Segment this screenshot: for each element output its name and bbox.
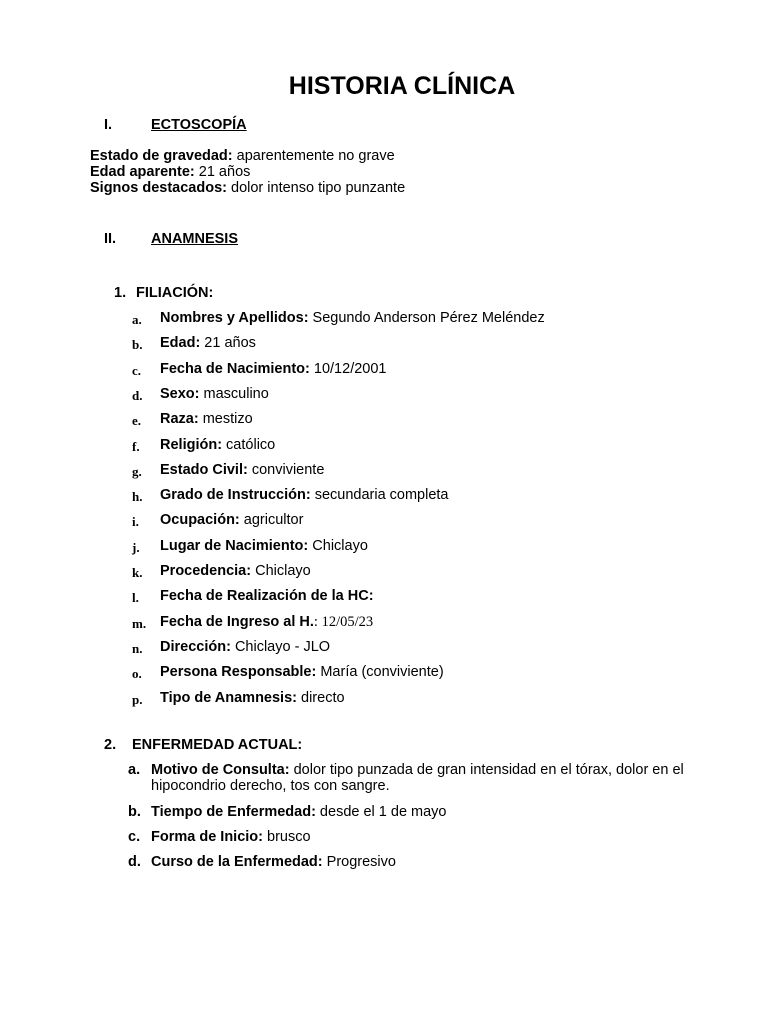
item-text <box>160 462 324 479</box>
item-text <box>151 829 311 846</box>
item-label: Motivo de Consulta: <box>151 762 290 778</box>
item-text <box>160 563 311 580</box>
item-label: Lugar de Nacimiento: <box>160 538 309 554</box>
item-value: María (conviviente) <box>316 664 444 680</box>
item-letter: j. <box>132 540 140 555</box>
item-label: Raza: <box>160 411 199 427</box>
field-value: dolor intenso tipo punzante <box>226 180 406 196</box>
item-letter: g. <box>132 464 142 479</box>
item-letter: b. <box>132 337 143 352</box>
item-letter: l. <box>132 590 139 605</box>
item-value: 10/12/2001 <box>309 361 387 377</box>
item-text <box>151 762 711 794</box>
item-text <box>160 411 253 428</box>
subsection-title-enfermedad: ENFERMEDAD ACTUAL: <box>132 737 303 753</box>
item-label: Nombres y Apellidos: <box>160 310 309 326</box>
item-letter: c. <box>128 829 141 845</box>
item-letter: b. <box>128 804 141 820</box>
item-label: Edad: <box>160 335 201 351</box>
item-value: católico <box>222 437 276 453</box>
item-label: Fecha de Nacimiento: <box>160 361 310 377</box>
item-text <box>160 487 449 504</box>
subsection-number: 1. <box>114 285 127 301</box>
item-letter: p. <box>132 692 143 707</box>
item-label: Forma de Inicio: <box>151 829 263 845</box>
subsection-title-filiacion: FILIACIÓN: <box>136 285 214 301</box>
item-value: secundaria completa <box>310 487 449 503</box>
item-text <box>160 664 444 681</box>
page-title: HISTORIA CLÍNICA <box>288 72 516 100</box>
item-letter: d. <box>132 388 143 403</box>
field-label: Estado de gravedad: <box>90 148 233 164</box>
item-value: mestizo <box>198 411 253 427</box>
item-letter: d. <box>128 854 141 870</box>
item-text <box>151 854 396 871</box>
section-title-anamnesis: ANAMNESIS <box>151 231 239 247</box>
field-label: Signos destacados: <box>90 180 227 196</box>
item-text <box>151 804 447 821</box>
item-value: masculino <box>199 386 269 402</box>
item-text <box>160 437 275 454</box>
item-value: desde el 1 de mayo <box>315 804 447 820</box>
subsection-number: 2. <box>104 737 117 753</box>
section-number: I. <box>104 117 113 133</box>
field-value: 21 años <box>194 164 251 180</box>
item-text <box>160 588 374 605</box>
item-letter: h. <box>132 489 143 504</box>
field-estado-gravedad <box>90 148 395 165</box>
field-label: Edad aparente: <box>90 164 195 180</box>
item-value: : 12/05/23 <box>313 614 374 630</box>
item-value: directo <box>296 690 345 706</box>
item-text <box>160 538 368 555</box>
item-letter: a. <box>132 312 142 327</box>
item-label: Procedencia: <box>160 563 252 579</box>
item-value: brusco <box>263 829 311 845</box>
section-title-ectoscopia: ECTOSCOPÍA <box>151 117 247 133</box>
item-text <box>160 690 345 707</box>
item-value: Chiclayo - JLO <box>230 639 331 655</box>
item-label: Ocupación: <box>160 512 240 528</box>
item-letter: n. <box>132 641 143 656</box>
item-label: Curso de la Enfermedad: <box>151 854 323 870</box>
item-text <box>160 639 330 656</box>
item-letter: f. <box>132 439 140 454</box>
item-letter: e. <box>132 413 142 428</box>
item-letter: a. <box>128 762 141 778</box>
item-label: Fecha de Realización de la HC: <box>160 588 374 604</box>
item-value: 21 años <box>200 335 256 351</box>
item-value: dolor tipo punzada de gran intensidad en el tórax, dolor en el hipocondrio derecho, tos con sangre. <box>151 762 684 794</box>
field-edad-aparente <box>90 164 250 181</box>
item-value: Progresivo <box>322 854 396 870</box>
item-letter: i. <box>132 514 139 529</box>
field-value: aparentemente no grave <box>232 148 395 164</box>
item-label: Sexo: <box>160 386 200 402</box>
item-label: Estado Civil: <box>160 462 248 478</box>
item-value: Chiclayo <box>308 538 368 554</box>
item-text <box>160 512 303 529</box>
item-label: Dirección: <box>160 639 231 655</box>
item-text <box>160 335 256 352</box>
item-letter: c. <box>132 363 142 378</box>
item-letter: o. <box>132 666 142 681</box>
item-text <box>160 361 386 378</box>
item-text <box>160 386 269 403</box>
item-label: Religión: <box>160 437 223 453</box>
item-letter: k. <box>132 565 143 580</box>
item-letter: m. <box>132 616 147 631</box>
item-label: Fecha de Ingreso al H. <box>160 614 314 630</box>
section-number: II. <box>104 231 117 247</box>
item-label: Persona Responsable: <box>160 664 317 680</box>
item-label: Grado de Instrucción: <box>160 487 311 503</box>
item-text <box>160 310 545 327</box>
item-label: Tipo de Anamnesis: <box>160 690 297 706</box>
item-value: conviviente <box>247 462 325 478</box>
item-value: agricultor <box>239 512 304 528</box>
field-signos-destacados <box>90 180 405 197</box>
item-text <box>160 614 373 631</box>
item-label: Tiempo de Enfermedad: <box>151 804 316 820</box>
item-value: Chiclayo <box>251 563 311 579</box>
item-value: Segundo Anderson Pérez Meléndez <box>308 310 545 326</box>
